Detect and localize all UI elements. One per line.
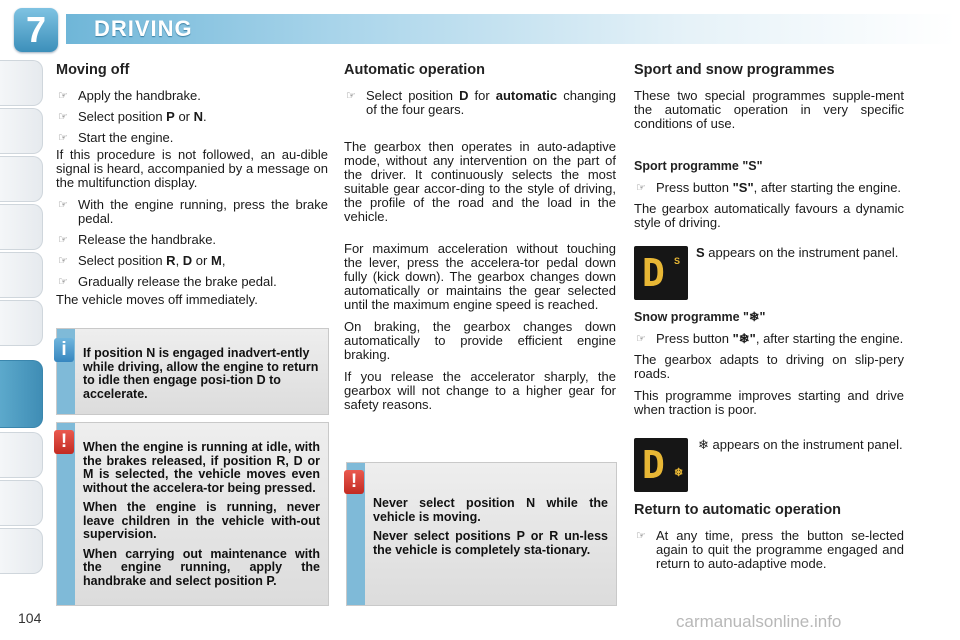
list-item [634, 529, 904, 571]
paragraph: The gearbox then operates in auto-adaptive mode, without any intervention on the part of the driver. It continuously selects the most suitable gear accor-ding to the style of driving, the profile of the road and the load in the vehicle. [344, 139, 616, 224]
warning-paragraph: Never select positions P or R un-less the vehicle is completely sta-tionary. [373, 529, 608, 557]
section-heading: Sport and snow programmes [634, 62, 835, 78]
list-item [344, 89, 616, 117]
gear-position: P [166, 109, 175, 124]
warning-icon: ! [54, 430, 74, 454]
list-item-text: , after starting the engine. [753, 180, 902, 195]
paragraph: On braking, the gearbox changes down automatically to provide efficient engine braking. [344, 319, 616, 362]
chapter-tab[interactable] [0, 108, 43, 154]
warning-icon: ! [344, 470, 364, 494]
sport-display-icon [634, 246, 688, 300]
page-number: 104 [18, 610, 42, 626]
chapter-tab[interactable] [0, 156, 43, 202]
pointing-hand-icon: ☞ [58, 90, 68, 102]
list-item [634, 332, 904, 346]
display-sport-letter: S [674, 256, 681, 266]
paragraph: The gearbox automatically favours a dynamic style of driving. [634, 201, 904, 230]
paragraph: If you release the accelerator sharply, the gearbox will not change to a higher gear for safety reasons. [344, 369, 616, 412]
spacer [344, 124, 616, 140]
chapter-tab-active[interactable] [0, 360, 43, 428]
chapter-tab[interactable] [0, 480, 43, 526]
list-item [634, 181, 904, 195]
snow-display-icon [634, 438, 688, 492]
pointing-hand-icon: ☞ [636, 530, 646, 542]
chapter-tab-strip [0, 60, 46, 580]
paragraph: If this procedure is not followed, an au-dible signal is heard, accompanied by a message on the multifunction display. [56, 147, 328, 190]
warning-paragraph: When the engine is running at idle, with the brakes released, if position R, D or M is selected, the vehicle moves even without the accelera-tor being pressed. [83, 440, 320, 495]
warning-paragraph: When carrying out maintenance with the engine running, apply the handbrake and select position P. [83, 546, 320, 588]
warning-text [373, 497, 608, 563]
list-item-text: Press button [656, 331, 733, 346]
automatic-operation-section [344, 60, 616, 420]
list-item-text: Select position [78, 109, 167, 124]
pointing-hand-icon: ☞ [58, 111, 68, 123]
section-heading: Moving off [56, 62, 130, 78]
button-name: "S" [732, 180, 754, 195]
list-item-text: Release the handbrake. [78, 232, 217, 247]
list-item-text: , [175, 253, 183, 268]
pointing-hand-icon: ☞ [58, 276, 68, 288]
list-item [56, 131, 328, 145]
list-item-text: At any time, press the button se-lected again to quit the programme engaged and return to auto-adaptive mode. [656, 528, 904, 571]
list-item-text: , [221, 253, 226, 268]
list-item-text: Select position [366, 88, 460, 103]
list-item [56, 198, 328, 226]
gear-position: D [459, 88, 469, 103]
list-item [56, 254, 328, 268]
chapter-tab[interactable] [0, 252, 43, 298]
paragraph: For maximum acceleration without touching the lever, press the accelera-tor pedal down fully (kick down). The gearbox changes down automatically or maintains the gear selected until the maximum engine speed is reached. [344, 241, 616, 312]
return-section [634, 500, 904, 578]
display-digit: D [642, 251, 665, 295]
paragraph: The gearbox adapts to driving on slip-pery roads. [634, 352, 904, 381]
warning-box [346, 462, 617, 606]
paragraph: The vehicle moves off immediately. [56, 292, 258, 307]
caption-text: appears on the instrument panel. [704, 245, 899, 260]
list-item-text: or [192, 253, 211, 268]
gear-position: D [182, 253, 193, 268]
spacer [634, 139, 904, 159]
list-item [56, 110, 328, 124]
pointing-hand-icon: ☞ [58, 234, 68, 246]
paragraph: This programme improves starting and drive when traction is poor. [634, 388, 904, 417]
pointing-hand-icon: ☞ [636, 333, 646, 345]
chapter-number: 7 [25, 9, 47, 50]
subsection-heading: Snow programme "❄" [634, 310, 766, 324]
subsection-heading: Sport programme "S" [634, 159, 763, 173]
chapter-tab[interactable] [0, 300, 43, 346]
list-item-text: Select position [78, 253, 167, 268]
list-item-text: for [468, 88, 496, 103]
list-item-text: changing of the four gears. [366, 88, 616, 117]
pointing-hand-icon: ☞ [58, 255, 68, 267]
emphasis: automatic [495, 88, 558, 103]
section-heading: Return to automatic operation [634, 502, 842, 518]
gear-position: N [146, 346, 156, 360]
moving-off-section [56, 60, 328, 315]
pointing-hand-icon: ☞ [636, 182, 646, 194]
sport-snow-section [634, 60, 904, 238]
paragraph: These two special programmes supple-ment the automatic operation in very specific conditions of use. [634, 88, 904, 131]
list-item-text: Press button [656, 180, 733, 195]
warning-box [56, 422, 329, 606]
header-bar [66, 14, 956, 44]
pointing-hand-icon: ☞ [58, 199, 68, 211]
gear-position: N [193, 109, 204, 124]
list-item-text: With the engine running, press the brake pedal. [78, 197, 328, 226]
list-item-text: . [203, 109, 207, 124]
info-text [83, 347, 320, 401]
page-title: DRIVING [94, 16, 193, 41]
section-heading: Automatic operation [344, 62, 485, 78]
info-box [56, 328, 329, 415]
warning-text [83, 441, 320, 594]
list-item-text: Start the engine. [78, 130, 174, 145]
list-item [56, 275, 328, 289]
warning-paragraph: Never select position N while the vehicle is moving. [373, 496, 608, 524]
info-icon: i [54, 338, 74, 362]
pointing-hand-icon: ☞ [58, 132, 68, 144]
watermark: carmanualsonline.info [676, 612, 842, 631]
list-item-text: , after starting the engine. [755, 331, 904, 346]
button-name: "❄" [732, 331, 756, 346]
pointing-hand-icon: ☞ [346, 90, 356, 102]
list-item-text: or [174, 109, 194, 124]
snowflake-icon: ❄ [674, 467, 684, 479]
chapter-tab[interactable] [0, 60, 43, 106]
snowflake-icon: ❄ [698, 437, 709, 452]
snow-icon-caption [698, 438, 904, 452]
chapter-tab[interactable] [0, 528, 43, 574]
chapter-tab[interactable] [0, 432, 43, 478]
list-item [56, 89, 328, 103]
warning-paragraph: When the engine is running, never leave children in the vehicle with-out supervision. [83, 500, 320, 541]
gear-position: M [210, 253, 222, 268]
chapter-tab[interactable] [0, 204, 43, 250]
snow-section [634, 310, 904, 425]
gear-position: R [166, 253, 176, 268]
display-digit: D [642, 443, 665, 487]
gear-position: D [256, 373, 266, 387]
sport-icon-caption [696, 246, 904, 260]
caption-text: appears on the instrument panel. [708, 437, 903, 452]
info-text-part: is engaged inadvert-ently while driving, allow the engine to return to idle then engage posi-tion [83, 346, 319, 387]
list-item-text: Gradually release the brake pedal. [78, 274, 277, 289]
list-item [56, 233, 328, 247]
list-item-text: Apply the handbrake. [78, 88, 201, 103]
sport-letter: S [696, 245, 705, 260]
info-text-part: If position [83, 346, 147, 360]
info-text-part: to accelerate. [83, 373, 281, 401]
